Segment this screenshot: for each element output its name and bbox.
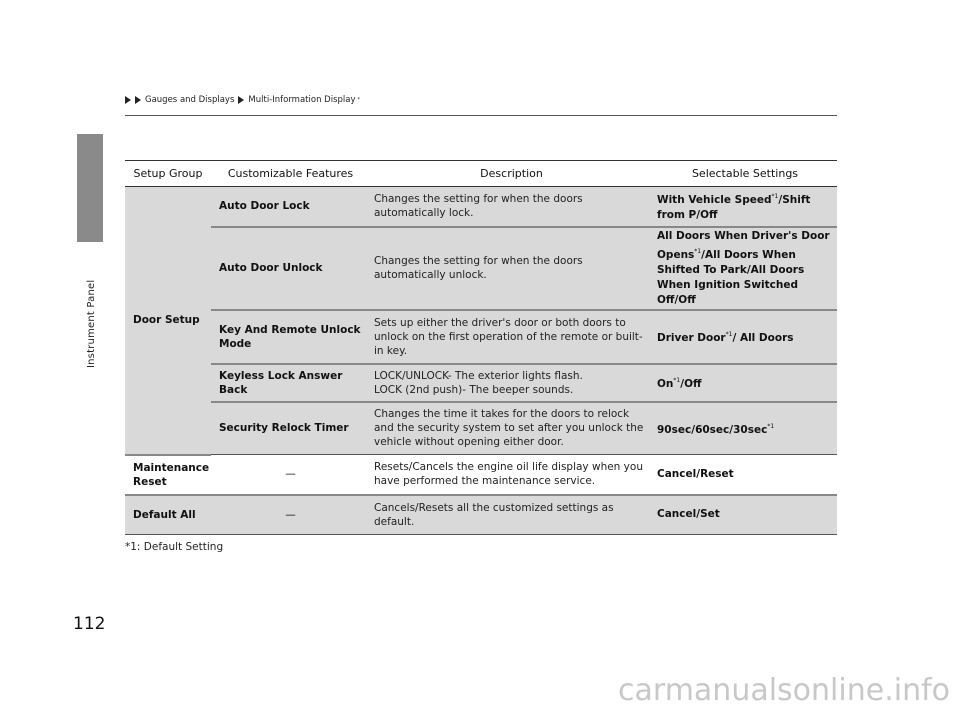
watermark: carmanualsonline.info <box>618 673 950 708</box>
feature-description: Resets/Cancels the engine oil life display when you have performed the maintenance service. <box>370 455 653 495</box>
sidebar-label: Instrument Panel <box>86 279 97 368</box>
table-row <box>125 310 837 364</box>
setting-separator: / <box>729 423 734 436</box>
breadcrumb-star: * <box>357 97 360 103</box>
setting-separator: / <box>696 467 701 480</box>
group-maintenance-reset: Maintenance Reset <box>125 455 211 495</box>
feature-name: Auto Door Lock <box>211 187 370 227</box>
feature-settings <box>653 455 837 495</box>
setting-option: All Doors When Ignition Switched Off <box>657 263 805 306</box>
header-settings: Selectable Settings <box>653 161 837 187</box>
setting-separator: / <box>732 332 740 344</box>
header-rule <box>125 115 837 116</box>
setting-option: 90sec <box>657 423 692 436</box>
group-default-all: Default All <box>125 495 211 535</box>
setting-option: Cancel <box>657 508 697 521</box>
feature-settings <box>653 402 837 455</box>
setting-option: Reset <box>700 467 734 480</box>
setting-separator: / <box>674 293 679 306</box>
settings-table <box>125 160 837 535</box>
header-description: Description <box>370 161 653 187</box>
default-marker: *1 <box>725 331 733 338</box>
table-row <box>125 495 837 535</box>
table-row <box>125 364 837 402</box>
feature-description: Cancels/Resets all the customized settings as default. <box>370 495 653 535</box>
header-features: Customizable Features <box>211 161 370 187</box>
feature-settings <box>653 310 837 364</box>
breadcrumb-arrow-icon <box>135 96 141 104</box>
description-line: LOCK (2nd push)- The beeper sounds. <box>374 383 574 396</box>
feature-name: Keyless Lock Answer Back <box>211 364 370 402</box>
table-row <box>125 402 837 455</box>
setting-option: Set <box>700 508 720 521</box>
feature-settings <box>653 495 837 535</box>
setting-option: Off <box>684 378 702 390</box>
setting-separator: / <box>680 378 685 390</box>
default-marker: *1 <box>771 193 779 201</box>
setting-option: 30sec <box>733 423 768 436</box>
feature-settings <box>653 187 837 227</box>
breadcrumb-item[interactable]: Gauges and Displays <box>145 95 235 105</box>
feature-name: — <box>211 455 370 495</box>
setting-option: On <box>657 378 674 390</box>
page-number: 112 <box>73 614 106 634</box>
description-line: LOCK/UNLOCK- The exterior lights flash. <box>374 369 583 382</box>
setting-separator: / <box>701 248 705 261</box>
section-tab <box>77 134 103 242</box>
feature-settings <box>653 364 837 402</box>
setting-option: With Vehicle Speed <box>657 194 772 207</box>
setting-option: Off <box>700 209 718 222</box>
setting-option: Driver Door <box>657 332 726 344</box>
group-door-setup: Door Setup <box>125 187 211 455</box>
setting-separator: / <box>696 508 701 521</box>
feature-name: Key And Remote Unlock Mode <box>211 310 370 364</box>
default-marker: *1 <box>673 377 681 384</box>
feature-settings <box>653 227 837 310</box>
default-marker: *1 <box>767 422 775 430</box>
setting-separator: / <box>691 423 696 436</box>
setting-separator: / <box>746 263 751 276</box>
breadcrumb-item[interactable]: Multi-Information Display <box>248 95 356 105</box>
table-row <box>125 227 837 310</box>
default-marker: *1 <box>694 247 702 255</box>
table-header-row <box>125 161 837 187</box>
setting-option: All Doors When Driver's Door Opens <box>657 229 830 261</box>
feature-name: Auto Door Unlock <box>211 227 370 310</box>
feature-description: Sets up either the driver's door or both doors to unlock on the first operation of the remote or built-in key. <box>370 310 653 364</box>
setting-option: 60sec <box>695 423 730 436</box>
feature-description <box>370 364 653 402</box>
setting-option: All Doors When Shifted To Park <box>657 248 796 276</box>
setting-separator: / <box>778 194 783 207</box>
header-setup-group: Setup Group <box>125 161 211 187</box>
feature-description: Changes the time it takes for the doors to relock and the security system to set after you unlock the vehicle without opening either door. <box>370 402 653 455</box>
sidebar-label-wrap <box>86 248 100 368</box>
feature-name: — <box>211 495 370 535</box>
table-row <box>125 187 837 227</box>
breadcrumb-arrow-icon <box>238 96 244 104</box>
setting-option: Shift from P <box>657 194 811 222</box>
table-row <box>125 455 837 495</box>
feature-name: Security Relock Timer <box>211 402 370 455</box>
breadcrumb-arrow-icon <box>125 96 131 104</box>
setting-option: Off <box>678 293 696 306</box>
feature-description: Changes the setting for when the doors automatically unlock. <box>370 227 653 310</box>
setting-option: Cancel <box>657 467 697 480</box>
setting-option: All Doors <box>739 332 794 344</box>
setting-separator: / <box>696 209 701 222</box>
feature-description: Changes the setting for when the doors automatically lock. <box>370 187 653 227</box>
breadcrumb <box>125 95 360 105</box>
footnote: *1: Default Setting <box>125 541 224 553</box>
